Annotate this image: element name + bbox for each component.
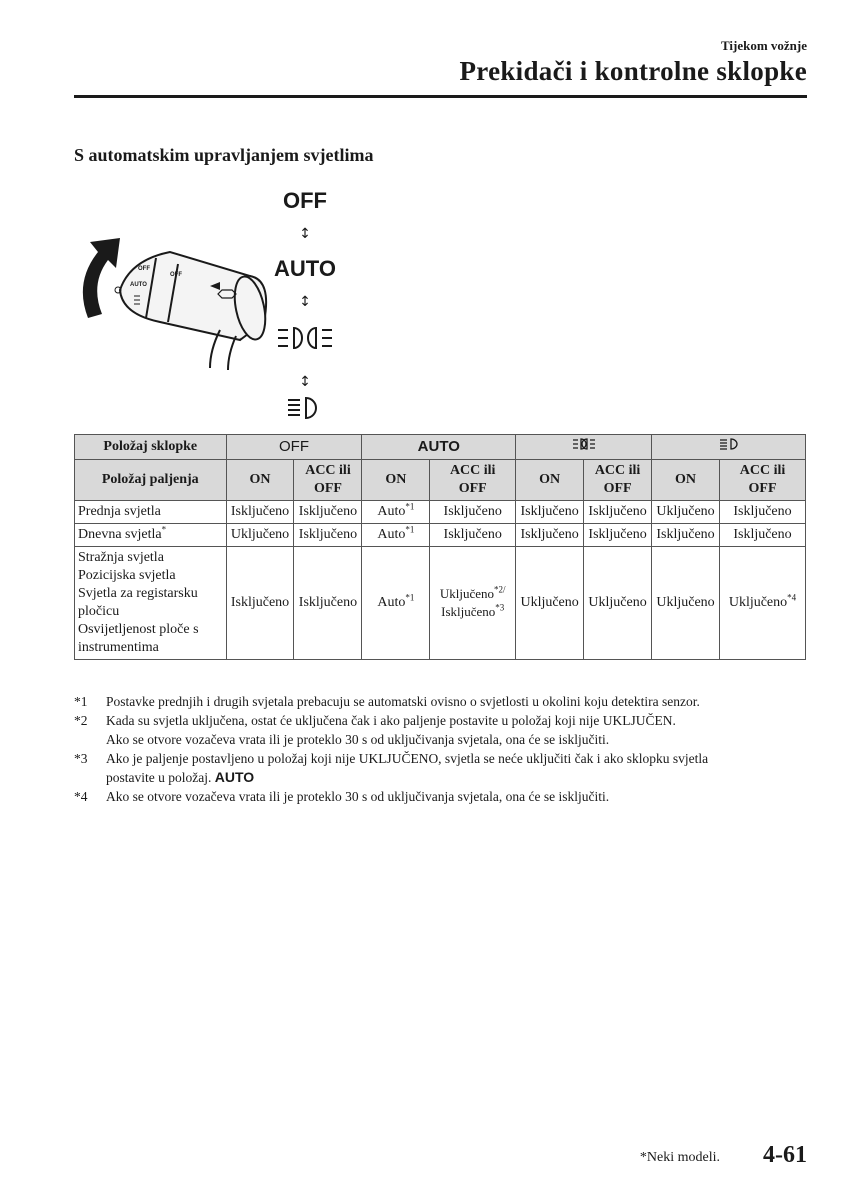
cell-text: Uključeno <box>728 595 788 610</box>
ignition-on: ON <box>516 460 584 501</box>
acc-line1: ACC ili <box>594 463 641 478</box>
table-cell: Isključeno <box>584 524 652 547</box>
parking-lights-icon <box>571 437 597 451</box>
table-row <box>75 524 806 547</box>
row-label: Prednja svjetla <box>75 501 227 524</box>
switch-position-label: Položaj sklopke <box>75 435 227 460</box>
footnote-text: Postavke prednjih i drugih svjetala prebacuju se automatski ovisno o svjetlosti u okolini koju detektira senzor. <box>106 694 700 709</box>
table-row <box>75 501 806 524</box>
updown-arrow-icon: ↕ <box>299 374 311 390</box>
row-label-line: Osvijetljenost ploče s <box>78 622 199 637</box>
acc-line2: OFF <box>603 481 632 496</box>
table-cell: Isključeno <box>720 524 806 547</box>
table-cell: Isključeno <box>652 524 720 547</box>
footnote-ref: *1 <box>405 524 415 535</box>
table-cell: Uključeno <box>652 501 720 524</box>
footnote-ref: *4 <box>787 592 797 603</box>
table-cell: Isključeno <box>430 524 516 547</box>
parking-lights-icon <box>278 328 332 348</box>
table-cell <box>720 547 806 660</box>
cell-text: Isključeno <box>441 604 496 619</box>
table-cell: Isključeno <box>516 501 584 524</box>
footnote-ref: *2/ <box>494 584 506 595</box>
page-title: Prekidači i kontrolne sklopke <box>459 56 807 86</box>
footnote-mark: *1 <box>74 694 88 709</box>
acc-line2: OFF <box>748 481 777 496</box>
table-cell: Uključeno <box>516 547 584 660</box>
updown-arrow-icon: ↕ <box>299 294 311 310</box>
cell-text: Auto <box>377 527 406 542</box>
headlights-icon <box>717 437 741 451</box>
footnote-ref: * <box>161 524 167 535</box>
footnote-text: postavite u položaj. <box>106 770 212 785</box>
footnote-mark: *2 <box>74 713 88 728</box>
footnote-text: Kada su svjetla uključena, ostat će uključena čak i ako paljenje postavite u položaj koji nije UKLJUČEN. <box>106 713 676 728</box>
lever-off2-label: OFF <box>170 272 182 278</box>
row-label <box>75 547 227 660</box>
row-label-line: Pozicijska svjetla <box>78 568 176 583</box>
lever-off-label: OFF <box>138 266 150 272</box>
position-auto-label: AUTO <box>274 256 336 281</box>
footnote <box>74 692 814 711</box>
acc-line1: ACC ili <box>305 463 351 478</box>
subheading: S automatskim upravljanjem svjetlima <box>74 145 374 165</box>
table-cell: Uključeno <box>226 524 294 547</box>
col-headlights-header <box>652 435 806 460</box>
table-cell: Isključeno <box>720 501 806 524</box>
table-cell: Uključeno <box>584 547 652 660</box>
table-cell <box>362 501 430 524</box>
table-cell: Isključeno <box>294 501 362 524</box>
footnote <box>74 787 814 806</box>
ignition-on: ON <box>226 460 294 501</box>
row-label-line: Svjetla za registarsku <box>78 586 198 601</box>
rotation-arrow-icon <box>83 238 120 318</box>
table-cell: Isključeno <box>516 524 584 547</box>
footnote <box>74 749 814 787</box>
row-label-line: Stražnja svjetla <box>78 550 164 565</box>
ignition-row <box>75 460 806 501</box>
headlights-icon <box>288 398 316 418</box>
footnote-text: Ako se otvore vozačeva vrata ili je proteklo 30 s od uključivanja svjetala, ona će se isključiti. <box>106 732 610 747</box>
table-cell: Isključeno <box>226 501 294 524</box>
lever-auto-label: AUTO <box>130 282 147 288</box>
acc-line2: OFF <box>458 481 487 496</box>
row-label-line: instrumentima <box>78 640 159 655</box>
header-rule <box>74 95 807 98</box>
acc-line2: OFF <box>313 481 342 496</box>
table-cell: Isključeno <box>294 524 362 547</box>
footnote-ref: *1 <box>405 501 415 512</box>
table-row <box>75 547 806 660</box>
table-cell <box>362 524 430 547</box>
ignition-acc <box>584 460 652 501</box>
row-label-text: Dnevna svjetla <box>78 527 162 542</box>
row-label-line: pločicu <box>78 604 120 619</box>
footnotes <box>74 692 814 806</box>
light-switch-diagram <box>60 190 420 430</box>
table-cell: Isključeno <box>294 547 362 660</box>
acc-line1: ACC ili <box>739 463 786 478</box>
position-off-label: OFF <box>283 190 327 213</box>
table-cell: Uključeno <box>652 547 720 660</box>
section-title: Tijekom vožnje <box>720 38 807 53</box>
table-cell: Isključeno <box>584 501 652 524</box>
footnote-auto-label: AUTO <box>214 769 255 785</box>
lighting-table <box>74 434 806 660</box>
cell-text: Auto <box>377 595 406 610</box>
col-auto-header <box>362 435 516 460</box>
ignition-on: ON <box>362 460 430 501</box>
table-cell <box>362 547 430 660</box>
col-off-label: OFF <box>278 437 309 455</box>
col-parking-header <box>516 435 652 460</box>
table-cell: Isključeno <box>226 547 294 660</box>
footer-note: *Neki modeli. <box>639 1150 720 1165</box>
ignition-acc <box>720 460 806 501</box>
table-cell: Isključeno <box>430 501 516 524</box>
footnote-ref: *3 <box>495 602 505 613</box>
acc-line1: ACC ili <box>449 463 496 478</box>
cell-text: Uključeno <box>439 586 495 601</box>
updown-arrow-icon: ↕ <box>299 226 311 242</box>
ignition-label: Položaj paljenja <box>75 460 227 501</box>
ignition-acc <box>430 460 516 501</box>
footnote-ref: *1 <box>405 592 415 603</box>
cell-text: Auto <box>377 504 406 519</box>
footnote-text: Ako se otvore vozačeva vrata ili je proteklo 30 s od uključivanja svjetala, ona će se isključiti. <box>106 789 610 804</box>
row-label <box>75 524 227 547</box>
footnote-mark: *3 <box>74 751 88 766</box>
ignition-on: ON <box>652 460 720 501</box>
footnote-text: Ako je paljenje postavljeno u položaj koji nije UKLJUČENO, svjetla se neće uključiti čak i ako sklopku svjetla <box>106 751 709 766</box>
page-number: 4-61 <box>763 1142 807 1168</box>
col-auto-label: AUTO <box>417 437 460 455</box>
footnote <box>74 711 814 749</box>
footnote-mark: *4 <box>74 789 88 804</box>
ignition-acc <box>294 460 362 501</box>
col-off-header <box>226 435 362 460</box>
table-cell <box>430 547 516 660</box>
switch-position-row <box>75 435 806 460</box>
